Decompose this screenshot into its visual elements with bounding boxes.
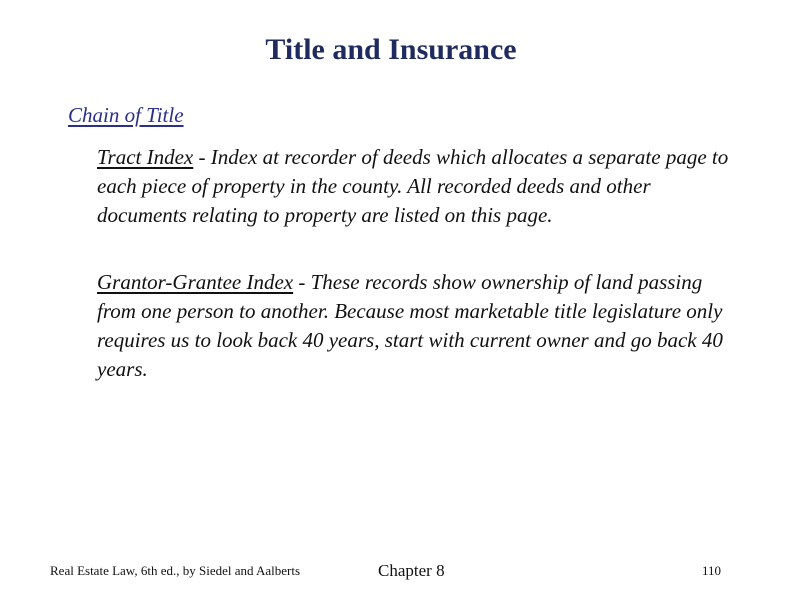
entry-term: Grantor-Grantee Index xyxy=(97,270,294,294)
entry-separator: - xyxy=(193,145,211,169)
entry-grantor-grantee-index xyxy=(97,268,737,384)
slide-title: Title and Insurance xyxy=(265,33,517,66)
footer-page-number: 110 xyxy=(702,563,722,578)
entry-definition: These records show ownership of land passing from one person to another. Because most marketable title legislature only requires us to look back 40 years, start with current owner and go back 40 years. xyxy=(97,270,723,381)
entry-definition: Index at recorder of deeds which allocates a separate page to each piece of property in the county. All recorded deeds and other documents relating to property are listed on this page. xyxy=(97,145,729,227)
footer-citation: Real Estate Law, 6th ed., by Siedel and Aalberts xyxy=(50,563,301,578)
section-heading-chain-of-title: Chain of Title xyxy=(68,103,184,127)
entry-tract-index xyxy=(97,143,737,230)
entry-separator: - xyxy=(293,270,311,294)
entry-term: Tract Index xyxy=(97,145,194,169)
footer-chapter: Chapter 8 xyxy=(378,561,445,580)
